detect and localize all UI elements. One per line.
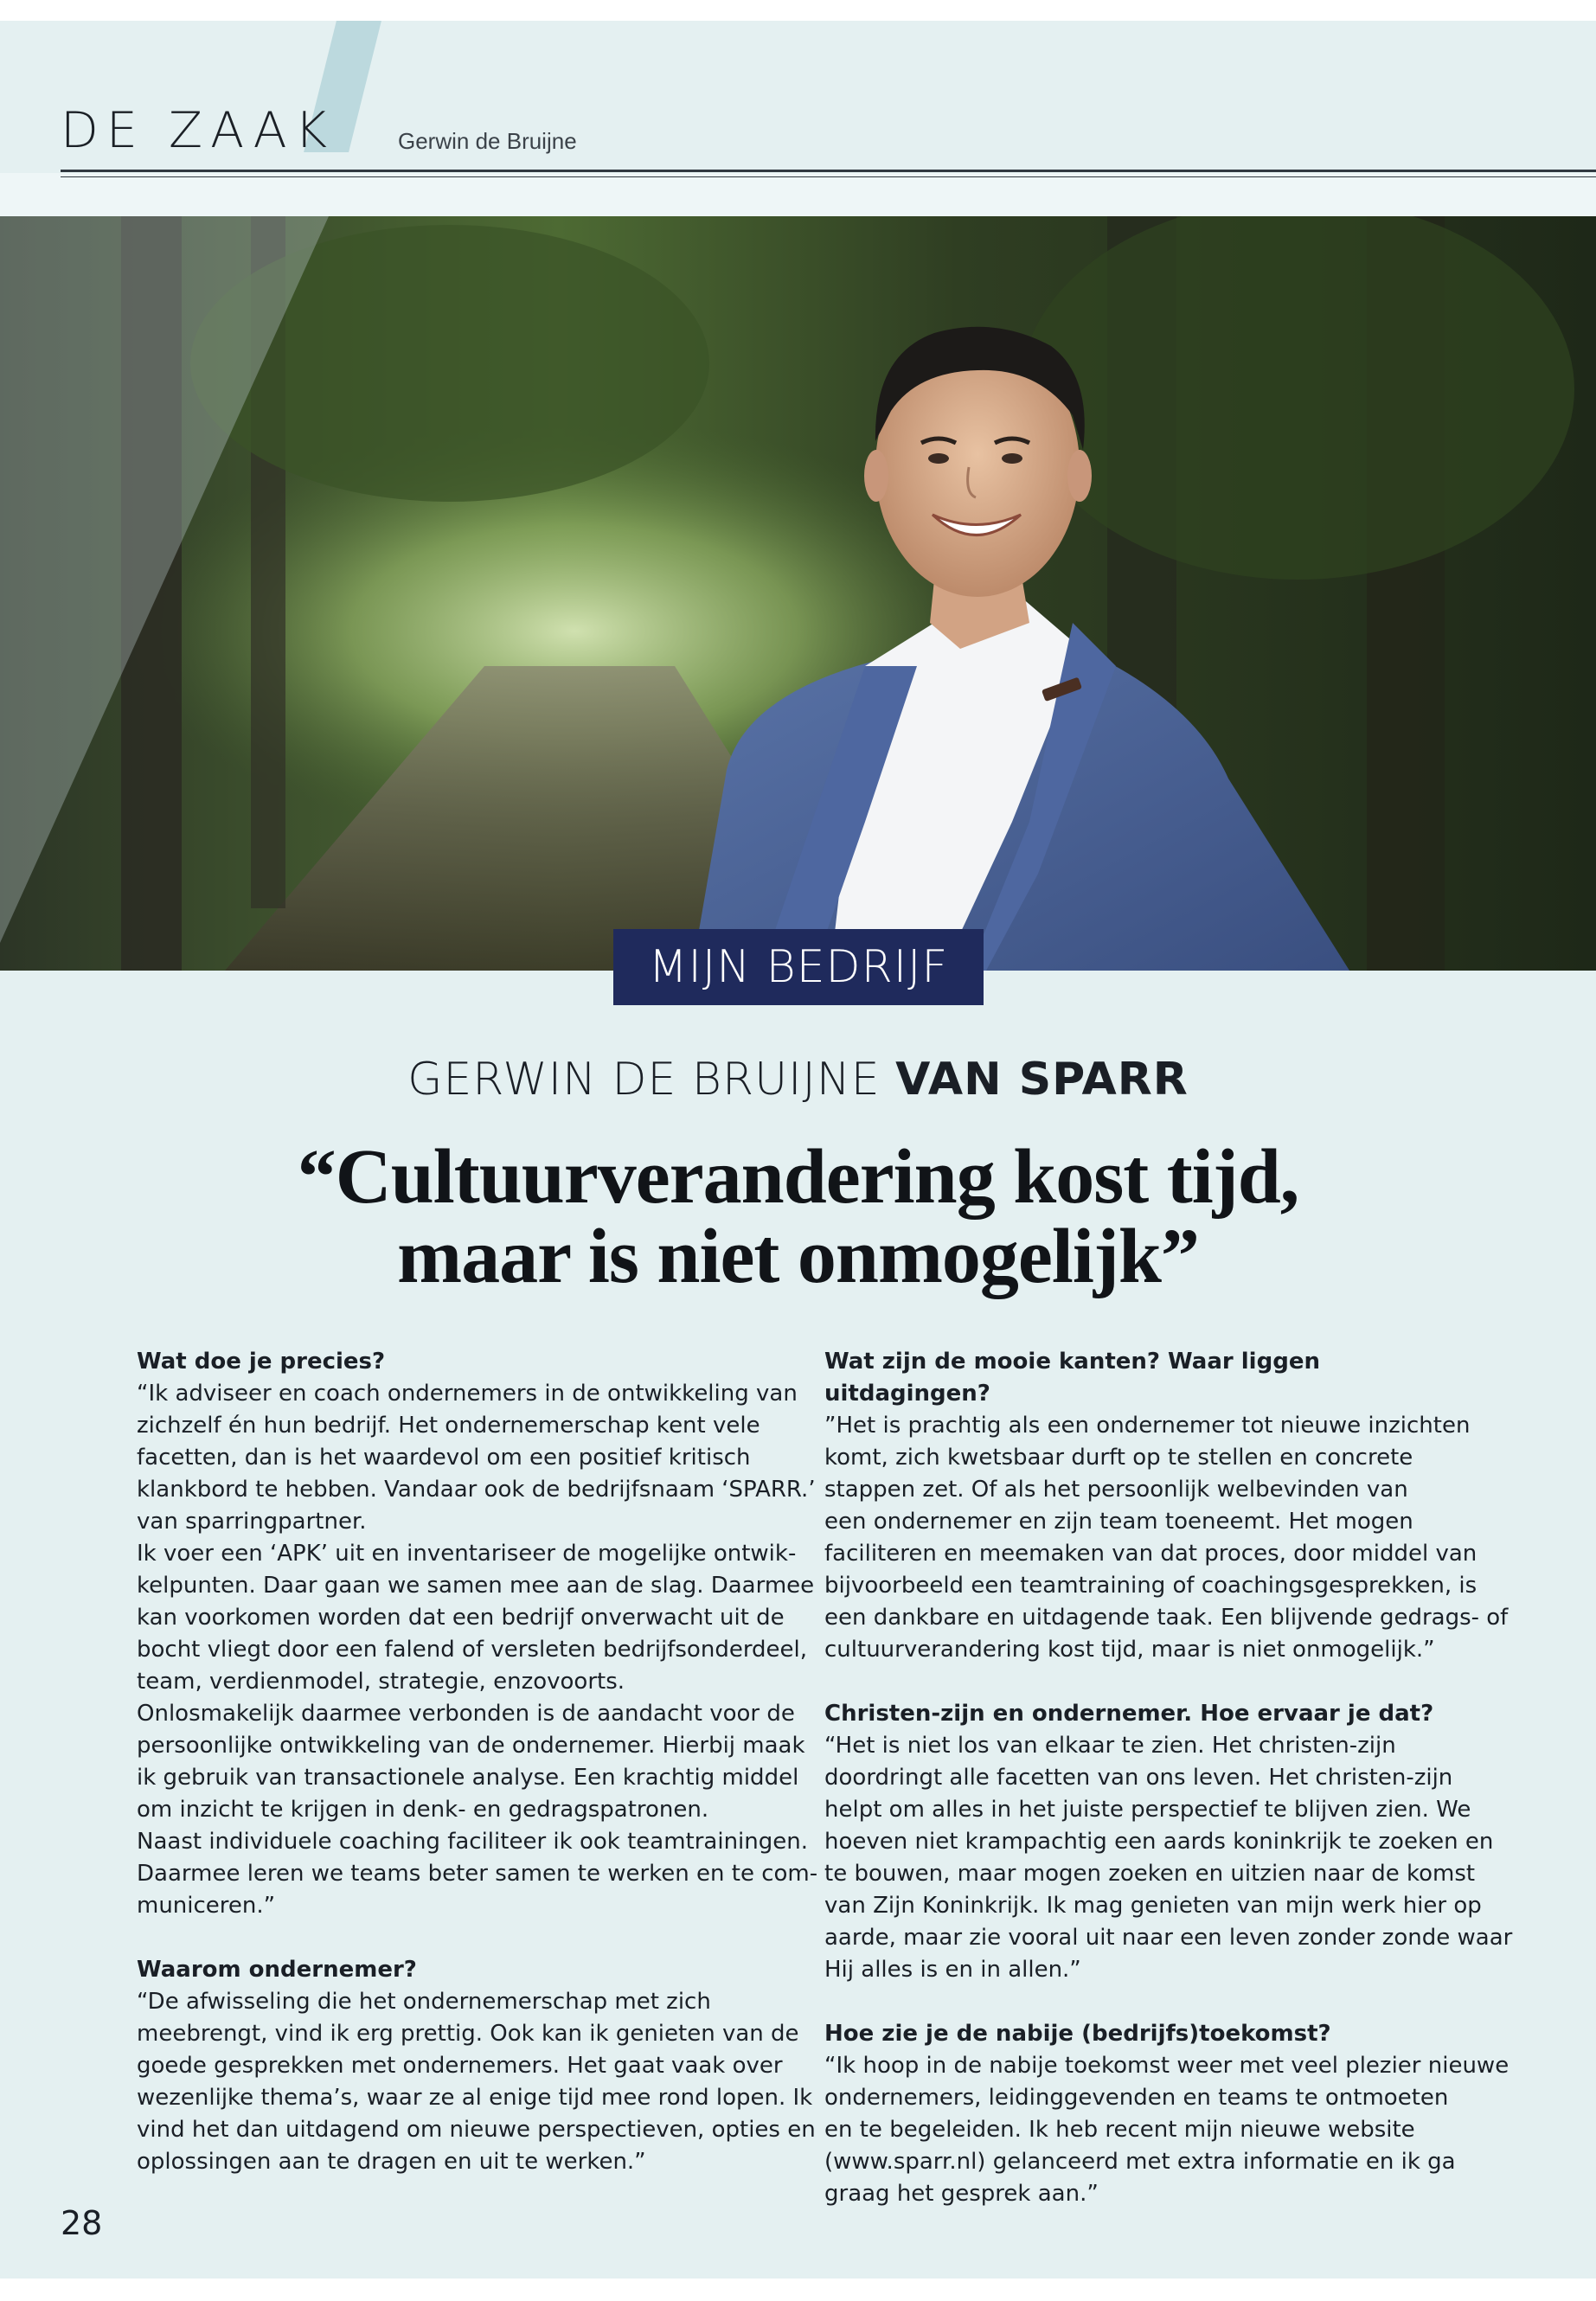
header-rule-thin: [61, 176, 1596, 177]
text-line: (www.sparr.nl) gelanceerd met extra informatie en ik ga: [824, 2149, 1456, 2175]
text-line: Onlosmakelijk daarmee verbonden is de aandacht voor de: [137, 1701, 795, 1727]
paragraph-gap: [824, 1986, 1482, 2018]
text-line: kan voorkomen worden dat een bedrijf onverwacht uit de: [137, 1605, 785, 1631]
section-banner: MIJN BEDRIJF: [613, 929, 984, 1005]
text-line: meebrengt, vind ik erg prettig. Ook kan ik genieten van de: [137, 2021, 799, 2047]
text-line: hoeven niet krampachtig een aards koninkrijk te zoeken en: [824, 1829, 1494, 1855]
answer-paragraph: [824, 1730, 1513, 1986]
text-line: een dankbare en uitdagende taak. Een blijvende gedrags- of: [824, 1605, 1509, 1631]
text-line: stappen zet. Of als het persoonlijk welbevinden van: [824, 1477, 1408, 1503]
text-line: “Het is niet los van elkaar te zien. Het christen-zijn: [824, 1733, 1396, 1759]
text-line: ik gebruik van transactionele analyse. Een krachtig middel: [137, 1765, 799, 1791]
portrait-photo-illustration: [0, 216, 1596, 971]
question-heading: Christen-zijn en ondernemer. Hoe ervaar je dat?: [824, 1701, 1434, 1727]
header-author: Gerwin de Bruijne: [398, 128, 577, 154]
text-line: zichzelf én hun bedrijf. Het ondernemerschap kent vele: [137, 1413, 760, 1439]
text-line: wezenlijke thema’s, waar ze al enige tijd mee rond lopen. Ik: [137, 2085, 813, 2111]
text-line: goede gesprekken met ondernemers. Het gaat vaak over: [137, 2053, 783, 2079]
paragraph-gap: [137, 1922, 794, 1954]
text-line: om inzicht te krijgen in denk- en gedragspatronen.: [137, 1797, 709, 1823]
text-line: bocht vliegt door een falend of versleten bedrijfsonderdeel,: [137, 1637, 808, 1663]
text-line: te bouwen, maar mogen zoeken en uitzien naar de komst: [824, 1861, 1476, 1887]
text-line: “De afwisseling die het ondernemerschap met zich: [137, 1989, 711, 2015]
text-line: ”Het is prachtig als een ondernemer tot nieuwe inzichten: [824, 1413, 1471, 1439]
question-heading: Wat zijn de mooie kanten? Waar liggen uitdagingen?: [824, 1349, 1320, 1407]
text-line: ondernemers, leidinggevenden en teams te ontmoeten: [824, 2085, 1449, 2111]
text-line: en te begeleiden. Ik heb recent mijn nieuwe website: [824, 2117, 1415, 2143]
question-heading: Hoe zie je de nabije (bedrijfs)toekomst?: [824, 2021, 1331, 2047]
subtitle-company: VAN SPARR: [895, 1054, 1189, 1106]
paragraph-gap: [824, 1666, 1482, 1698]
text-line: Ik voer een ‘APK’ uit en inventariseer de mogelijke ontwik-: [137, 1541, 797, 1567]
text-line: Daarmee leren we teams beter samen te werken en te com-: [137, 1861, 818, 1887]
text-line: Naast individuele coaching faciliteer ik ook teamtrainingen.: [137, 1829, 808, 1855]
text-line: cultuurverandering kost tijd, maar is niet onmogelijk.”: [824, 1637, 1435, 1663]
text-line: facetten, dan is het waardevol om een positief kritisch: [137, 1445, 751, 1471]
article-headline: [0, 1134, 1596, 1299]
right-column: [824, 1346, 1513, 2210]
text-line: van sparringpartner.: [137, 1509, 367, 1535]
text-line: “Ik hoop in de nabije toekomst weer met veel plezier nieuwe: [824, 2053, 1509, 2079]
text-line: faciliteren en meemaken van dat proces, door middel van: [824, 1541, 1477, 1567]
subtitle-name: GERWIN DE BRUIJNE: [407, 1054, 881, 1106]
text-line: Hij alles is en in allen.”: [824, 1957, 1081, 1983]
answer-paragraph: [137, 1378, 818, 1922]
text-line: “Ik adviseer en coach ondernemers in de ontwikkeling van: [137, 1381, 798, 1407]
headline-line-2: maar is niet onmogelijk”: [397, 1214, 1199, 1299]
text-line: van Zijn Koninkrijk. Ik mag genieten van mijn werk hier op: [824, 1893, 1482, 1919]
text-line: klankbord te hebben. Vandaar ook de bedrijfsnaam ‘SPARR.’: [137, 1477, 816, 1503]
text-line: team, verdienmodel, strategie, enzovoorts.: [137, 1669, 625, 1695]
portrait-photo: [0, 216, 1596, 971]
section-title: DE ZAAK: [61, 102, 336, 159]
left-column: [137, 1346, 818, 2178]
question-heading: Wat doe je precies?: [137, 1349, 386, 1375]
text-line: komt, zich kwetsbaar durft op te stellen en concrete: [824, 1445, 1413, 1471]
text-line: kelpunten. Daar gaan we samen mee aan de slag. Daarmee: [137, 1573, 815, 1599]
text-line: graag het gesprek aan.”: [824, 2181, 1099, 2207]
text-line: oplossingen aan te dragen en uit te werken.”: [137, 2149, 646, 2175]
text-line: doordringt alle facetten van ons leven. Het christen-zijn: [824, 1765, 1453, 1791]
answer-paragraph: [824, 2050, 1509, 2210]
article-subtitle: [0, 1054, 1596, 1106]
text-line: bijvoorbeeld een teamtraining of coachingsgesprekken, is: [824, 1573, 1477, 1599]
page-number: 28: [61, 2204, 103, 2242]
text-line: een ondernemer en zijn team toeneemt. Het mogen: [824, 1509, 1413, 1535]
question-heading: Waarom ondernemer?: [137, 1957, 417, 1983]
text-line: persoonlijke ontwikkeling van de ondernemer. Hierbij maak: [137, 1733, 805, 1759]
text-line: municeren.”: [137, 1893, 276, 1919]
header-rule: [61, 170, 1596, 172]
text-line: vind het dan uitdagend om nieuwe perspectieven, opties en: [137, 2117, 816, 2143]
headline-line-1: “Cultuurverandering kost tijd,: [297, 1134, 1299, 1220]
answer-paragraph: [824, 1410, 1509, 1666]
answer-paragraph: [137, 1986, 816, 2178]
text-line: helpt om alles in het juiste perspectief te blijven zien. We: [824, 1797, 1471, 1823]
text-line: aarde, maar zie vooral uit naar een leven zonder zonde waar: [824, 1925, 1513, 1951]
header-band: [0, 173, 1596, 218]
